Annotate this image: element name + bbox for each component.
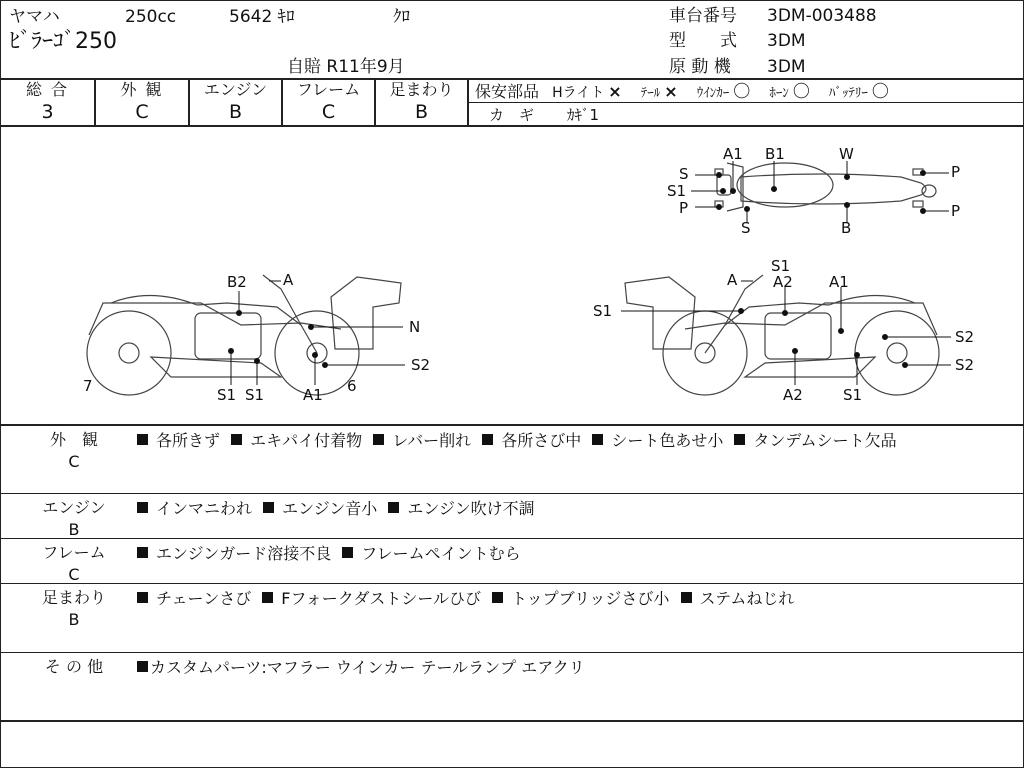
section-label: そ の 他	[44, 657, 104, 676]
diagram-label: S1	[593, 302, 613, 320]
mileage: 5642 ｷﾛ	[229, 7, 295, 27]
remark-item: レバー削れ	[392, 431, 472, 450]
diagram-label: S1	[771, 257, 791, 275]
maker: ヤマハ	[9, 7, 60, 27]
diagram-divider	[1, 424, 1023, 426]
section-divider	[1, 652, 1023, 653]
battery-status: 〇	[871, 82, 889, 102]
section-divider	[1, 583, 1023, 584]
diagram-label: B2	[227, 273, 247, 291]
diagram-label: A	[283, 271, 294, 289]
section-items	[137, 497, 1003, 520]
color: ｸﾛ	[393, 7, 410, 27]
grade-engine-value: B	[228, 101, 243, 123]
grade-suspension	[376, 80, 467, 126]
diagram-label: A	[727, 271, 738, 289]
motorcycle-top-view	[715, 163, 936, 211]
grade-frame-label: フレーム	[296, 80, 361, 99]
section-divider	[1, 538, 1023, 539]
remark-item: トップブリッジさび小	[511, 589, 670, 608]
diagram-label: B	[841, 219, 852, 237]
remark-item: Fフォークダストシールひび	[281, 589, 482, 608]
section-grade: B	[68, 610, 80, 629]
footer-divider	[1, 720, 1023, 722]
chassis-number: 3DM-003488	[767, 6, 877, 26]
grade-exterior-label: 外 観	[120, 80, 164, 99]
grade-exterior-value: C	[135, 101, 149, 123]
diagram-label: N	[409, 318, 421, 336]
diagram-label: A2	[773, 273, 793, 291]
section-divider	[1, 493, 1023, 494]
headlight-label: Hライト	[552, 85, 605, 101]
section-items	[137, 542, 1003, 565]
remark-item: シート色あせ小	[611, 431, 724, 450]
remark-item: カスタムパーツ:マフラー ウインカー テールランプ エアクリ	[150, 658, 585, 677]
diagram-label: S1	[843, 386, 863, 404]
section-label: 足まわり	[41, 588, 106, 607]
grade-frame-value: C	[321, 101, 336, 123]
diagram-label: A1	[829, 273, 849, 291]
safety-divider	[468, 102, 1023, 103]
diagram-label: A1	[723, 145, 743, 163]
battery-label: ﾊﾞｯﾃﾘｰ	[828, 86, 868, 101]
damage-diagram	[1, 127, 1023, 427]
engine-type-label: 原 動 機	[669, 57, 731, 77]
section-label: エンジン	[42, 498, 106, 517]
section-items	[137, 587, 1003, 610]
section-label: 外 観	[49, 430, 98, 449]
tail-label: ﾃｰﾙ	[640, 86, 661, 101]
grade-overall-label: 総 合	[25, 80, 70, 99]
safety-parts-label: 保安部品	[475, 82, 540, 101]
insurance-expiry: 自賠 R11年9月	[287, 57, 405, 77]
diagram-label: S	[741, 219, 751, 237]
diagram-label: S1	[245, 386, 265, 404]
section-items	[137, 429, 1003, 452]
remark-item: ステムねじれ	[699, 589, 795, 608]
remark-item: 各所さび中	[501, 431, 582, 450]
remark-item: エンジン音小	[282, 499, 378, 518]
remark-item: 各所きず	[156, 431, 221, 450]
grade-frame	[283, 80, 374, 126]
diagram-label: S2	[955, 328, 975, 346]
diagram-label: S2	[955, 356, 975, 374]
remark-item: エキパイ付着物	[250, 431, 363, 450]
diagram-label: 7	[83, 377, 93, 395]
diagram-label: S1	[667, 182, 687, 200]
chassis-number-label: 車台番号	[669, 6, 737, 26]
key-value: ｶｷﾞ1	[567, 106, 600, 124]
tail-status: ×	[664, 82, 678, 101]
diagram-label: P	[951, 202, 961, 220]
horn-label: ﾎｰﾝ	[769, 86, 789, 101]
section-label: フレーム	[42, 543, 106, 562]
section-grade: B	[68, 520, 80, 539]
safety-parts	[475, 82, 903, 104]
winker-status: 〇	[733, 82, 751, 102]
grade-exterior	[96, 80, 188, 126]
diagram-label: A2	[783, 386, 803, 404]
key-label: カ ギ	[489, 106, 535, 124]
diagram-label: B1	[765, 145, 785, 163]
horn-status: 〇	[792, 82, 810, 102]
diagram-label: A1	[303, 386, 323, 404]
remark-item: フレームペイントむら	[361, 544, 521, 563]
diagram-label: S	[679, 165, 689, 183]
model-type: 3DM	[767, 31, 806, 51]
remark-item: エンジンガード溶接不良	[156, 544, 332, 563]
section-items	[137, 656, 1003, 679]
motorcycle-right-view	[625, 275, 939, 395]
diagram-label: P	[951, 163, 961, 181]
remark-item: エンジン吹け不調	[407, 499, 535, 518]
engine-type: 3DM	[767, 57, 806, 77]
diagram-label: P	[679, 199, 689, 217]
remark-item: インマニわれ	[156, 499, 253, 518]
section-grade: C	[68, 452, 80, 471]
displacement: 250cc	[125, 7, 177, 27]
diagram-label: W	[839, 145, 854, 163]
diagram-label: S1	[217, 386, 237, 404]
grade-overall	[1, 80, 94, 126]
grade-engine	[190, 80, 281, 126]
diagram-label: 6	[347, 377, 357, 395]
diagram-label: S2	[411, 356, 431, 374]
remark-item: チェーンさび	[156, 589, 252, 608]
grade-suspension-label: 足まわり	[389, 80, 454, 99]
grade-suspension-value: B	[414, 101, 429, 123]
model-type-label: 型 式	[669, 31, 737, 51]
remark-item: タンデムシート欠品	[753, 431, 897, 450]
winker-label: ｳｲﾝｶｰ	[696, 86, 730, 101]
model-name: ﾋﾞﾗｰｺﾞ250	[9, 29, 117, 54]
grade-engine-label: エンジン	[203, 80, 268, 99]
headlight-status: ×	[608, 82, 622, 101]
section-grade: C	[68, 565, 80, 584]
grade-overall-value: 3	[41, 101, 54, 123]
